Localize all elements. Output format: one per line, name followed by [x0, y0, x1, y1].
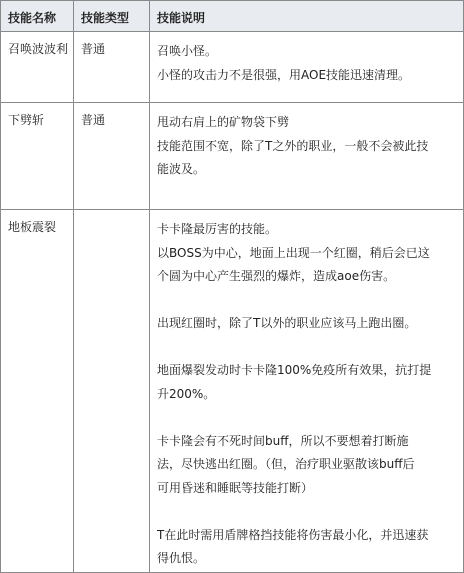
- skill-description: [150, 32, 464, 103]
- header-skill-type: 技能类型: [74, 1, 150, 32]
- paragraph-gap: [157, 336, 463, 360]
- skill-type: [74, 210, 150, 573]
- skill-name: 地板震裂: [1, 210, 74, 573]
- description-line: 能波及。: [157, 162, 206, 176]
- skill-description: [150, 103, 464, 210]
- skill-name: 召唤波波利: [1, 32, 74, 103]
- table-row: [1, 32, 464, 103]
- description-line: 卡卡隆最厉害的技能。: [157, 222, 278, 236]
- description-line: 升200%。: [157, 386, 216, 401]
- paragraph-gap: [157, 406, 463, 430]
- header-row: [1, 1, 464, 32]
- description-line: 卡卡隆会有不死时间buff，所以不要想着打断施: [157, 433, 409, 448]
- description-line: 出现红圈时，除了T以外的职业应该马上跑出圈。: [157, 316, 417, 330]
- description-line: 以BOSS为中心，地面上出现一个红圈，稍后会已这: [157, 245, 430, 260]
- skill-type: 普通: [74, 32, 150, 103]
- description-line: 地面爆裂发动时卡卡隆100%免疫所有效果，抗打提: [157, 363, 432, 377]
- description-line: 可用昏迷和睡眠等技能打断）: [157, 480, 314, 495]
- header-skill-description: 技能说明: [150, 1, 464, 32]
- description-line: 召唤小怪。: [157, 44, 218, 58]
- header-skill-name: 技能名称: [1, 1, 74, 32]
- paragraph-gap: [157, 500, 463, 524]
- description-line: T在此时需用盾牌格挡技能将伤害最小化，并迅速获: [157, 527, 429, 542]
- paragraph-gap: [157, 289, 463, 313]
- description-line: 甩动右肩上的矿物袋下劈: [157, 115, 290, 129]
- description-line: 个圆为中心产生强烈的爆炸，造成aoe伤害。: [157, 269, 396, 283]
- description-line: 小怪的攻击力不是很强，用AOE技能迅速清理。: [157, 67, 411, 82]
- skill-name: 下劈斩: [1, 103, 74, 210]
- description-line: 法，尽快逃出红圈。（但，治疗职业驱散该buff后: [157, 457, 415, 471]
- description-line: 技能范围不宽，除了T之外的职业，一般不会被此技: [157, 138, 429, 153]
- table-row: [1, 103, 464, 210]
- table-row: [1, 210, 464, 573]
- skill-description: [150, 210, 464, 573]
- skill-type: 普通: [74, 103, 150, 210]
- description-line: 得仇恨。: [157, 551, 206, 565]
